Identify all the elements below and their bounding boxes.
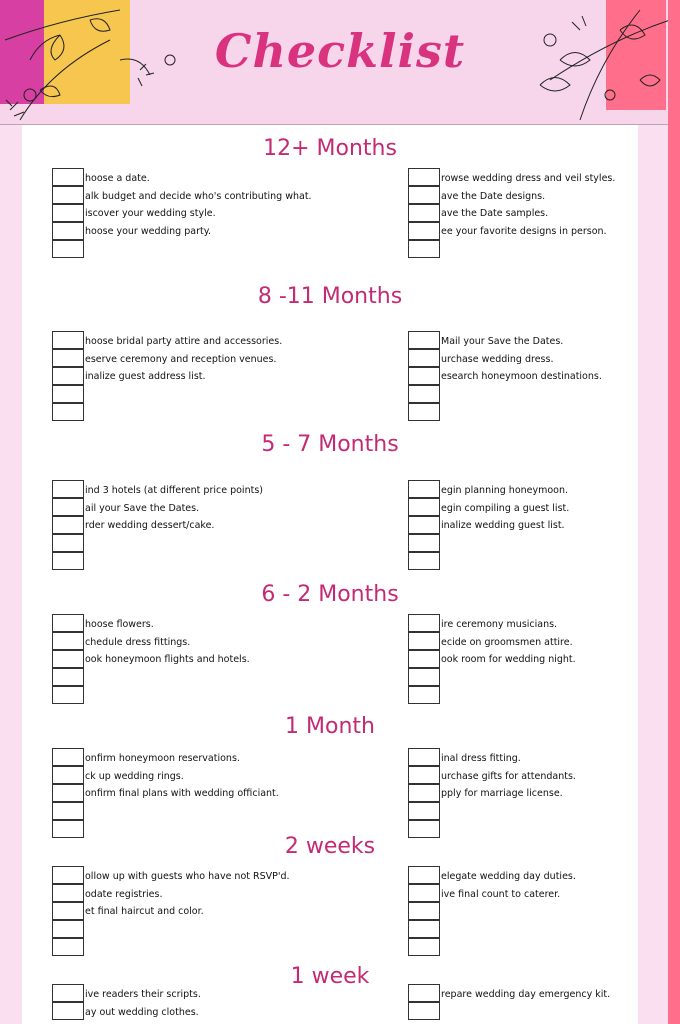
right-checkbox-column — [408, 614, 442, 704]
section-title: 6 - 2 Months — [261, 582, 399, 607]
right-task-list — [441, 170, 615, 240]
section-title: 5 - 7 Months — [261, 432, 399, 457]
checkbox[interactable] — [52, 349, 84, 367]
checkbox[interactable] — [52, 766, 84, 784]
task-item: ive final count to caterer. — [441, 888, 561, 900]
task-item: egin planning honeymoon. — [441, 485, 569, 496]
task-item: ave the Date designs. — [441, 190, 546, 202]
section-title: 1 Month — [285, 714, 375, 739]
left-task-list — [85, 482, 263, 535]
checkbox[interactable] — [52, 748, 84, 766]
task-item: inalize wedding guest list. — [441, 520, 565, 531]
right-checkbox-column — [408, 866, 442, 956]
checkbox[interactable] — [52, 902, 84, 920]
task-item: ecide on groomsmen attire. — [441, 636, 573, 648]
right-task-list — [441, 333, 602, 386]
task-item: ook honeymoon flights and hotels. — [85, 654, 250, 665]
checkbox[interactable] — [52, 403, 84, 421]
task-item: onfirm honeymoon reservations. — [85, 753, 240, 764]
checkbox[interactable] — [52, 498, 84, 516]
left-task-list — [85, 616, 250, 669]
task-item: egin compiling a guest list. — [441, 502, 570, 514]
checkbox[interactable] — [52, 367, 84, 385]
right-checkbox-column — [408, 331, 442, 421]
checkbox[interactable] — [408, 222, 440, 240]
checkbox[interactable] — [52, 614, 84, 632]
checkbox[interactable] — [52, 168, 84, 186]
checkbox[interactable] — [408, 632, 440, 650]
section-title: 12+ Months — [263, 136, 397, 161]
checkbox[interactable] — [408, 614, 440, 632]
left-task-list — [85, 170, 312, 240]
checkbox[interactable] — [408, 331, 440, 349]
task-item: ail your Save the Dates. — [85, 502, 200, 514]
checkbox[interactable] — [408, 498, 440, 516]
checkbox[interactable] — [408, 884, 440, 902]
task-item: alk budget and decide who's contributing what. — [85, 190, 312, 202]
checkbox[interactable] — [408, 385, 440, 403]
header — [0, 0, 680, 125]
checkbox[interactable] — [52, 632, 84, 650]
checkbox[interactable] — [52, 204, 84, 222]
checkbox[interactable] — [408, 1002, 440, 1020]
checkbox[interactable] — [408, 668, 440, 686]
section-title: 8 -11 Months — [257, 284, 403, 309]
checkbox[interactable] — [408, 902, 440, 920]
task-item: pply for marriage license. — [441, 788, 563, 799]
task-item: onfirm final plans with wedding officiant. — [85, 788, 279, 799]
checkbox[interactable] — [52, 668, 84, 686]
task-item: ay out wedding clothes. — [85, 1006, 199, 1018]
section-title: 2 weeks — [284, 834, 376, 859]
checkbox[interactable] — [52, 186, 84, 204]
left-checkbox-column — [52, 331, 86, 421]
task-item: esearch honeymoon destinations. — [441, 371, 602, 382]
checkbox[interactable] — [408, 552, 440, 570]
task-item: urchase wedding dress. — [441, 353, 554, 365]
left-checkbox-column — [52, 614, 86, 704]
task-item: ollow up with guests who have not RSVP'd. — [85, 871, 290, 882]
task-item: ee your favorite designs in person. — [441, 225, 607, 237]
checkbox[interactable] — [52, 480, 84, 498]
task-item: chedule dress fittings. — [85, 636, 191, 648]
task-item: rowse wedding dress and veil styles. — [441, 173, 616, 184]
task-item: ind 3 hotels (at different price points) — [85, 485, 263, 496]
right-task-list — [441, 750, 576, 803]
checkbox[interactable] — [52, 552, 84, 570]
checkbox[interactable] — [52, 920, 84, 938]
right-checkbox-column — [408, 984, 442, 1020]
task-item: iscover your wedding style. — [85, 208, 216, 219]
right-checkbox-column — [408, 748, 442, 838]
task-item: rder wedding dessert/cake. — [85, 520, 215, 531]
right-task-list — [441, 986, 610, 1004]
right-task-list — [441, 868, 576, 903]
checkbox[interactable] — [408, 748, 440, 766]
checkbox[interactable] — [408, 349, 440, 367]
task-item: Mail your Save the Dates. — [441, 336, 564, 347]
decor-right-stripe — [668, 0, 680, 1024]
task-item: odate registries. — [85, 888, 163, 900]
left-checkbox-column — [52, 866, 86, 956]
task-item: hoose a date. — [85, 173, 150, 184]
task-item: ive readers their scripts. — [85, 989, 201, 1000]
task-item: hoose your wedding party. — [85, 225, 211, 237]
left-checkbox-column — [52, 480, 86, 570]
checkbox[interactable] — [52, 222, 84, 240]
checkbox[interactable] — [408, 650, 440, 668]
task-item: et final haircut and color. — [85, 906, 204, 917]
right-checkbox-column — [408, 480, 442, 570]
right-checkbox-column — [408, 168, 442, 258]
task-item: ave the Date samples. — [441, 208, 549, 219]
checkbox[interactable] — [408, 802, 440, 820]
checkbox[interactable] — [408, 240, 440, 258]
right-task-list — [441, 482, 569, 535]
right-task-list — [441, 616, 576, 669]
left-checkbox-column — [52, 748, 86, 838]
checkbox[interactable] — [408, 516, 440, 534]
checkbox[interactable] — [408, 984, 440, 1002]
checkbox[interactable] — [408, 480, 440, 498]
checkbox[interactable] — [52, 866, 84, 884]
checkbox[interactable] — [52, 686, 84, 704]
task-item: hoose flowers. — [85, 619, 154, 630]
checkbox[interactable] — [408, 784, 440, 802]
checkbox[interactable] — [52, 534, 84, 552]
checkbox[interactable] — [52, 984, 84, 1002]
checkbox[interactable] — [52, 331, 84, 349]
left-task-list — [85, 986, 201, 1021]
checkbox[interactable] — [408, 866, 440, 884]
checkbox[interactable] — [408, 686, 440, 704]
task-item: elegate wedding day duties. — [441, 871, 576, 882]
task-item: inalize guest address list. — [85, 371, 206, 382]
task-item: inal dress fitting. — [441, 753, 521, 764]
checkbox[interactable] — [408, 168, 440, 186]
checkbox[interactable] — [52, 240, 84, 258]
left-task-list — [85, 750, 279, 803]
checkbox[interactable] — [408, 186, 440, 204]
task-item: ook room for wedding night. — [441, 654, 576, 665]
left-task-list — [85, 333, 282, 386]
checkbox[interactable] — [52, 650, 84, 668]
left-task-list — [85, 868, 290, 921]
left-checkbox-column — [52, 168, 86, 258]
checkbox[interactable] — [408, 938, 440, 956]
checkbox[interactable] — [52, 1002, 84, 1020]
task-item: hoose bridal party attire and accessories. — [85, 336, 283, 347]
task-item: eserve ceremony and reception venues. — [85, 353, 277, 365]
checkbox[interactable] — [408, 403, 440, 421]
task-item: ck up wedding rings. — [85, 770, 184, 782]
checkbox[interactable] — [408, 367, 440, 385]
task-item: ire ceremony musicians. — [441, 619, 558, 630]
checkbox[interactable] — [408, 534, 440, 552]
checkbox[interactable] — [408, 766, 440, 784]
checkbox[interactable] — [52, 784, 84, 802]
checkbox[interactable] — [408, 204, 440, 222]
task-item: repare wedding day emergency kit. — [441, 989, 611, 1000]
left-checkbox-column — [52, 984, 86, 1020]
checkbox[interactable] — [52, 884, 84, 902]
checkbox[interactable] — [408, 920, 440, 938]
section-title: 1 week — [290, 964, 370, 989]
page-title: Checklist — [214, 24, 466, 78]
checkbox[interactable] — [52, 802, 84, 820]
checkbox[interactable] — [52, 938, 84, 956]
task-item: urchase gifts for attendants. — [441, 770, 576, 782]
checkbox[interactable] — [52, 516, 84, 534]
checkbox[interactable] — [52, 385, 84, 403]
